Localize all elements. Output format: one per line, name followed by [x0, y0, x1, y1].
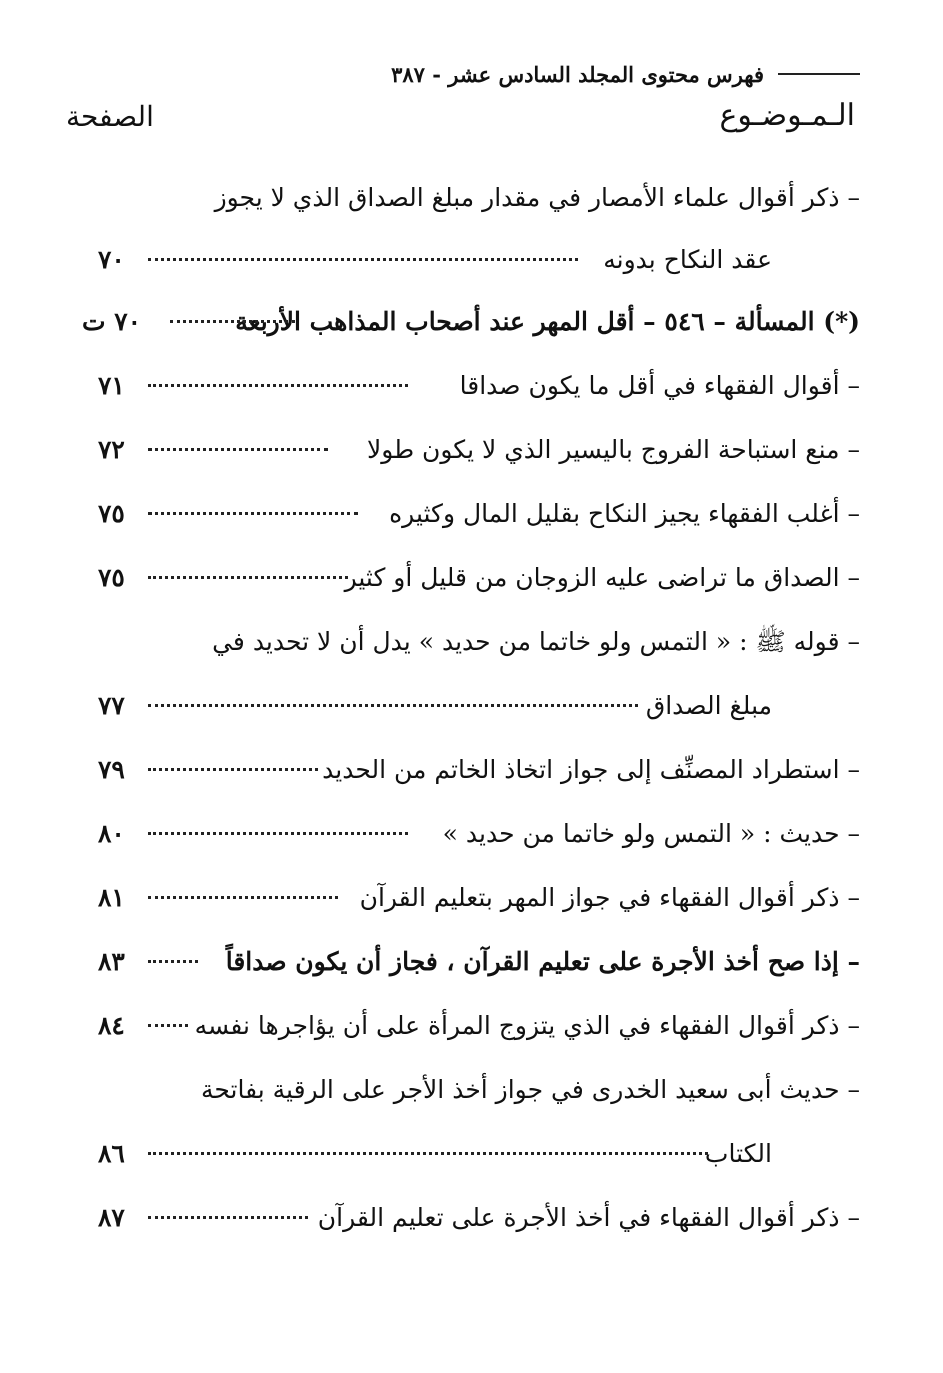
leader-dots	[148, 384, 408, 387]
index-entry	[60, 1132, 860, 1178]
topic-column-heading: الـمـوضـوع	[719, 98, 855, 133]
entry-text: – أغلب الفقهاء يجيز النكاح بقليل المال وكثيره	[389, 499, 860, 528]
entry-page-number: ٧٥	[98, 563, 125, 592]
leader-dots	[148, 512, 358, 515]
leader-dots	[148, 832, 408, 835]
entry-text: – ذكر أقوال الفقهاء في أخذ الأجرة على تعليم القرآن	[317, 1203, 860, 1232]
index-entry	[60, 748, 860, 794]
index-entry	[60, 876, 860, 922]
leader-dots	[170, 320, 295, 323]
entry-text: – أقوال الفقهاء في أقل ما يكون صداقا	[459, 371, 860, 400]
index-entry	[60, 176, 860, 222]
index-entry	[60, 620, 860, 666]
index-entry	[60, 1196, 860, 1242]
entry-text: (*) المسألة – ٥٤٦ – أقل المهر عند أصحاب المذاهب الأربعة	[235, 307, 860, 336]
entry-text: – قوله ﷺ : « التمس ولو خاتما من حديد » يدل أن لا تحديد في	[212, 627, 860, 656]
entry-text: – إذا صح أخذ الأجرة على تعليم القرآن ، فجاز أن يكون صداقاً	[225, 947, 860, 976]
leader-dots	[148, 704, 638, 707]
entry-text: عقد النكاح بدونه	[603, 245, 772, 274]
entry-page-number: ٨٦	[98, 1139, 125, 1168]
page-column-heading: الصفحة	[66, 100, 154, 133]
entry-text: – استطراد المصنِّف إلى جواز اتخاذ الخاتم من الحديد	[322, 755, 860, 784]
index-entry	[60, 812, 860, 858]
entry-text: – الصداق ما تراضى عليه الزوجان من قليل أو كثير	[344, 563, 860, 592]
index-entry	[60, 556, 860, 602]
entry-page-number: ٧٠ ت	[82, 307, 142, 336]
index-entry-issue	[60, 300, 860, 346]
leader-dots	[148, 576, 348, 579]
index-entry	[60, 1068, 860, 1114]
running-header	[70, 56, 860, 92]
entry-page-number: ٧٥	[98, 499, 125, 528]
header-rule	[778, 73, 860, 75]
index-entry	[60, 492, 860, 538]
index-entry	[60, 238, 860, 284]
entry-text: – ذكر أقوال الفقهاء في جواز المهر بتعليم القرآن	[359, 883, 860, 912]
index-entry	[60, 684, 860, 730]
leader-dots	[148, 258, 578, 261]
index-entry	[60, 940, 860, 986]
entry-page-number: ٨٣	[98, 947, 125, 976]
entry-text: – ذكر أقوال علماء الأمصار في مقدار مبلغ الصداق الذي لا يجوز	[214, 183, 860, 212]
entry-page-number: ٧٠	[98, 245, 125, 274]
entry-text: الكتاب	[704, 1139, 772, 1168]
leader-dots	[148, 896, 338, 899]
leader-dots	[148, 1216, 308, 1219]
entry-page-number: ٧٧	[98, 691, 125, 720]
entry-text: – منع استباحة الفروج باليسير الذي لا يكون طولا	[367, 435, 860, 464]
entry-text: مبلغ الصداق	[645, 691, 772, 720]
entry-text: – حديث : « التمس ولو خاتما من حديد »	[442, 819, 860, 848]
leader-dots	[148, 1152, 708, 1155]
leader-dots	[148, 448, 328, 451]
index-entry	[60, 1004, 860, 1050]
entry-text: – حديث أبى سعيد الخدرى في جواز أخذ الأجر على الرقية بفاتحة	[200, 1075, 860, 1104]
entry-text: – ذكر أقوال الفقهاء في الذي يتزوج المرأة على أن يؤاجرها نفسه	[194, 1011, 860, 1040]
entry-page-number: ٨١	[98, 883, 125, 912]
entry-page-number: ٨٧	[98, 1203, 125, 1232]
entry-page-number: ٨٤	[98, 1011, 125, 1040]
running-title: فهرس محتوى المجلد السادس عشر - ٣٨٧	[391, 61, 764, 87]
leader-dots	[148, 768, 318, 771]
index-entry	[60, 364, 860, 410]
entry-page-number: ٧١	[98, 371, 125, 400]
index-entry	[60, 428, 860, 474]
entry-page-number: ٧٢	[98, 435, 125, 464]
entry-page-number: ٨٠	[98, 819, 125, 848]
entry-page-number: ٧٩	[98, 755, 125, 784]
